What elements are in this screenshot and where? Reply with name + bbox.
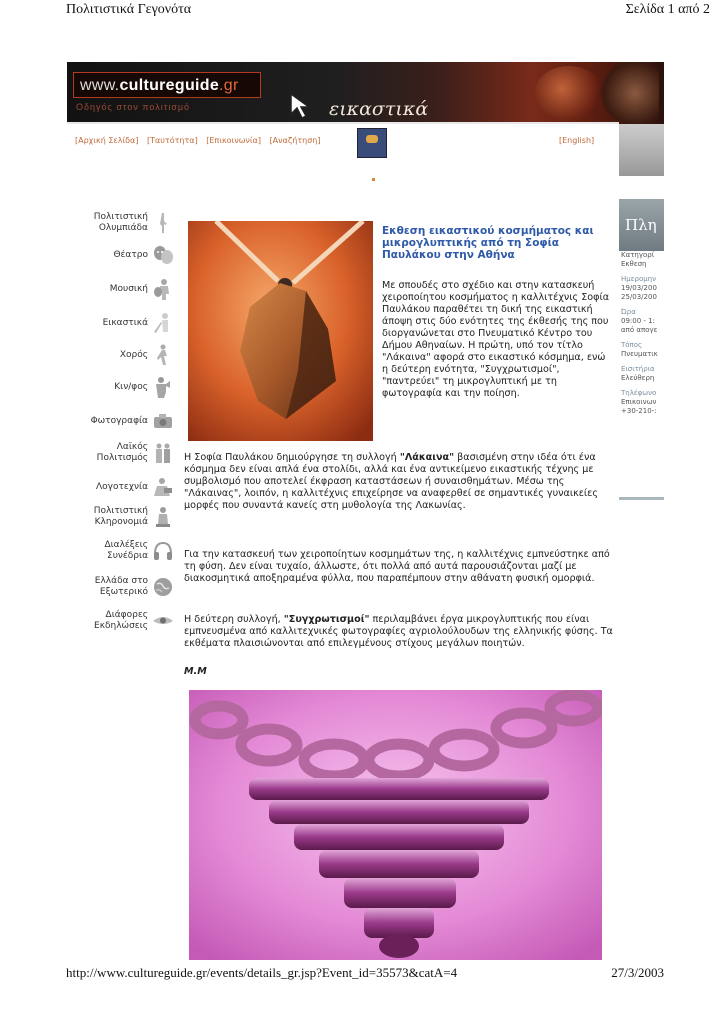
info-category-label: Κατηγορί: [621, 251, 655, 259]
pendant-photo: [188, 221, 373, 441]
info-phone-value: +30-210-:: [621, 407, 657, 415]
logo-tagline: Οδηγός στον πολιτισμό: [76, 102, 191, 112]
sidebar-item-label: Ελλάδα στο Εξωτερικό: [94, 576, 148, 597]
partner-logo[interactable]: [357, 128, 387, 158]
print-page-title: Πολιτιστικά Γεγονότα: [66, 2, 192, 17]
info-contact-label: Επικοινων: [621, 398, 657, 406]
sidebar-item-folk-culture[interactable]: [64, 442, 174, 464]
nav-link-identity[interactable]: [Ταυτότητα]: [146, 136, 198, 145]
visual-arts-icon: [152, 312, 174, 334]
nav-link-english[interactable]: [English]: [559, 136, 595, 145]
cursor-icon: [289, 92, 315, 120]
info-dates-label: Ημερομην: [621, 275, 657, 283]
print-header: [66, 2, 710, 18]
nav-divider: [67, 122, 619, 124]
info-venue-label: Τόπος: [621, 341, 643, 349]
top-nav: [75, 136, 326, 145]
dance-figure-icon: [152, 344, 174, 366]
collection-name-lakaina: "Λάκαινα": [399, 452, 455, 463]
info-date-start: 19/03/200: [621, 284, 657, 292]
print-date: 27/3/2003: [611, 965, 664, 980]
sidebar-item-misc-events[interactable]: [64, 610, 174, 632]
sidebar-item-dance[interactable]: [64, 344, 174, 366]
sidebar-item-heritage[interactable]: [64, 506, 174, 528]
sidebar-item-lectures[interactable]: [64, 540, 174, 562]
sidebar-item-theatre[interactable]: [64, 244, 174, 266]
banner-artwork: [534, 66, 604, 122]
sidebar-item-label: Φωτογραφία: [90, 415, 148, 426]
paragraph-text: Η δεύτερη συλλογή,: [184, 614, 284, 625]
sidebar-item-abroad[interactable]: [64, 576, 174, 598]
paragraph-text: Η Σοφία Παυλάκου δημιούργησε τη συλλογή: [184, 452, 400, 463]
heritage-statue-icon: [152, 506, 174, 528]
logo-name: cultureguide: [119, 77, 220, 94]
print-page-number: Σελίδα 1 από 2: [625, 2, 710, 17]
right-banner-edge: [619, 124, 664, 176]
sidebar-item-label: Λογοτεχνία: [96, 481, 148, 492]
collection-name-sygchrotismoi: "Συγχρωτισμοί": [283, 614, 370, 625]
nav-link-search[interactable]: [Αναζήτηση]: [269, 136, 321, 145]
sidebar-item-label: Θέατρο: [113, 249, 148, 260]
paragraph-text: βασισμένη στην ιδέα ότι ένα κόσμημα δεν είναι απλά ένα στολίδι, αλλά και ένα αντικείμενο εικαστικής τέχνης με συμβολισμό που αποτελεί έκφραση καταστάσεων ή συναισθημάτων. Μέσω της "Λάκαινας", λοιπόν, η καλλιτέχνις επιχείρησε να αναφερθεί σε σημαντικές γυναικείες μορφές που συναντά κανείς στη μυθολογία της Λακωνίας.: [184, 452, 598, 511]
info-time-value: 09:00 - 1:: [621, 317, 655, 325]
banner-artwork-right: [599, 62, 659, 124]
info-date-end: 25/03/200: [621, 293, 657, 301]
info-phone-label: Τηλέφωνο: [621, 389, 657, 397]
sidebar-item-label: Εικαστικά: [102, 317, 148, 328]
sidebar-item-literature[interactable]: [64, 476, 174, 498]
sidebar-item-photography[interactable]: [64, 410, 174, 432]
sidebar-item-label: Χορός: [119, 349, 148, 360]
info-time-label: Ώρα: [621, 308, 636, 316]
logo-domain: .gr: [219, 77, 239, 94]
music-figure-icon: [152, 278, 174, 300]
info-tickets-label: Εισιτήρια: [621, 365, 655, 373]
info-venue-value: Πνευματικ: [621, 350, 658, 358]
print-footer: [66, 965, 664, 981]
sidebar-item-label: Διαλέξεις Συνέδρια: [104, 540, 148, 561]
article-paragraph-1: Με σπουδές στο σχέδιο και στην κατασκευή χειροποίητου κοσμήματος η καλλιτέχνις Σοφία Παυλάκου παραθέτει τη δική της εικαστική άποψη στις δύο ενότητες της έκθεσής της που διοργανώνεται στο Πνευματικό Κέντρο του Δήμου Αθηναίων. Η πρώτη, υπό τον τίτλο "Λάκαινα" αφορά στο εικαστικό κόσμημα, ενώ η δεύτερη ενότητα, "Συγχρωτισμοί", "παντρεύει" τη μικρογλυπτική με τη φωτογραφία και την ποίηση.: [382, 280, 610, 399]
globe-icon: [152, 576, 174, 598]
article-paragraph-3: Για την κατασκευή των χειροποίητων κοσμημάτων της, η καλλιτέχνις εμπνεύστηκε από τη φύση. Δεν είναι τυχαίο, άλλωστε, ότι πολλά από αυτά παρουσιάζονται μαζί με διακοσμητικά αποξηραμένα φύλλα, που παραπέμπουν στην αθάνατη φυσική ομορφιά.: [184, 549, 610, 584]
olympic-figure-icon: [152, 212, 174, 234]
paragraph-text: περιλαμβάνει έργα μικρογλυπτικής που είναι εμπνευσμένα από καλλιτεχνικές φωτογραφίες αγριολούλουδων της ελληνικής φύσης. Τα εκθέματα πλαισιώνονται από επιλεγμένους στίχους μεγάλων ποιητών.: [184, 614, 613, 649]
chain-sculpture-photo: [189, 690, 602, 960]
decorative-dot: [372, 178, 375, 181]
article-paragraph-2: [184, 452, 614, 512]
eye-icon: [152, 610, 174, 632]
theatre-masks-icon: [152, 244, 174, 266]
folk-figures-icon: [152, 442, 174, 464]
nav-link-home[interactable]: [Αρχική Σελίδα]: [75, 136, 139, 145]
info-panel-divider: [619, 497, 664, 500]
sidebar-item-label: Διάφορες Εκδηλώσεις: [94, 610, 148, 631]
sidebar-item-cinema[interactable]: [64, 376, 174, 398]
print-url: http://www.cultureguide.gr/events/details_gr.jsp?Event_id=35573&catA=4: [66, 965, 458, 980]
sidebar-item-visual-arts[interactable]: [64, 312, 174, 334]
sidebar-item-label: Πολιτιστική Κληρονομιά: [93, 506, 148, 527]
info-panel-heading: Πλη: [619, 199, 664, 251]
info-category-value: Εκθεση: [621, 260, 647, 268]
article-title: Εκθεση εικαστικού κοσμήματος και μικρογλυπτικής από τη Σοφία Παυλάκου στην Αθήνα: [382, 225, 594, 261]
headphones-icon: [152, 540, 174, 562]
section-name: εικαστικά: [329, 98, 429, 120]
article-signature: Μ.Μ: [184, 666, 207, 677]
nav-link-contact[interactable]: [Επικοινωνία]: [206, 136, 262, 145]
sidebar-item-label: Κιν/φος: [114, 381, 148, 392]
logo-prefix: www.: [80, 77, 120, 94]
sidebar-item-music[interactable]: [64, 278, 174, 300]
info-tickets-value: Ελεύθερη: [621, 374, 655, 382]
sidebar-item-label: Πολιτιστική Ολυμπιάδα: [93, 212, 148, 233]
cinema-figure-icon: [152, 376, 174, 398]
info-time-note: από απογε: [621, 326, 658, 334]
literature-figure-icon: [152, 476, 174, 498]
sidebar-item-olympiad[interactable]: [64, 212, 174, 234]
site-banner: [67, 62, 664, 124]
camera-icon: [152, 410, 174, 432]
sidebar-item-label: Λαϊκός Πολιτισμός: [96, 442, 148, 463]
article-paragraph-4: [184, 614, 614, 650]
site-logo[interactable]: [73, 72, 261, 98]
event-info-panel: [619, 199, 664, 416]
sidebar-item-label: Μουσική: [109, 283, 148, 294]
